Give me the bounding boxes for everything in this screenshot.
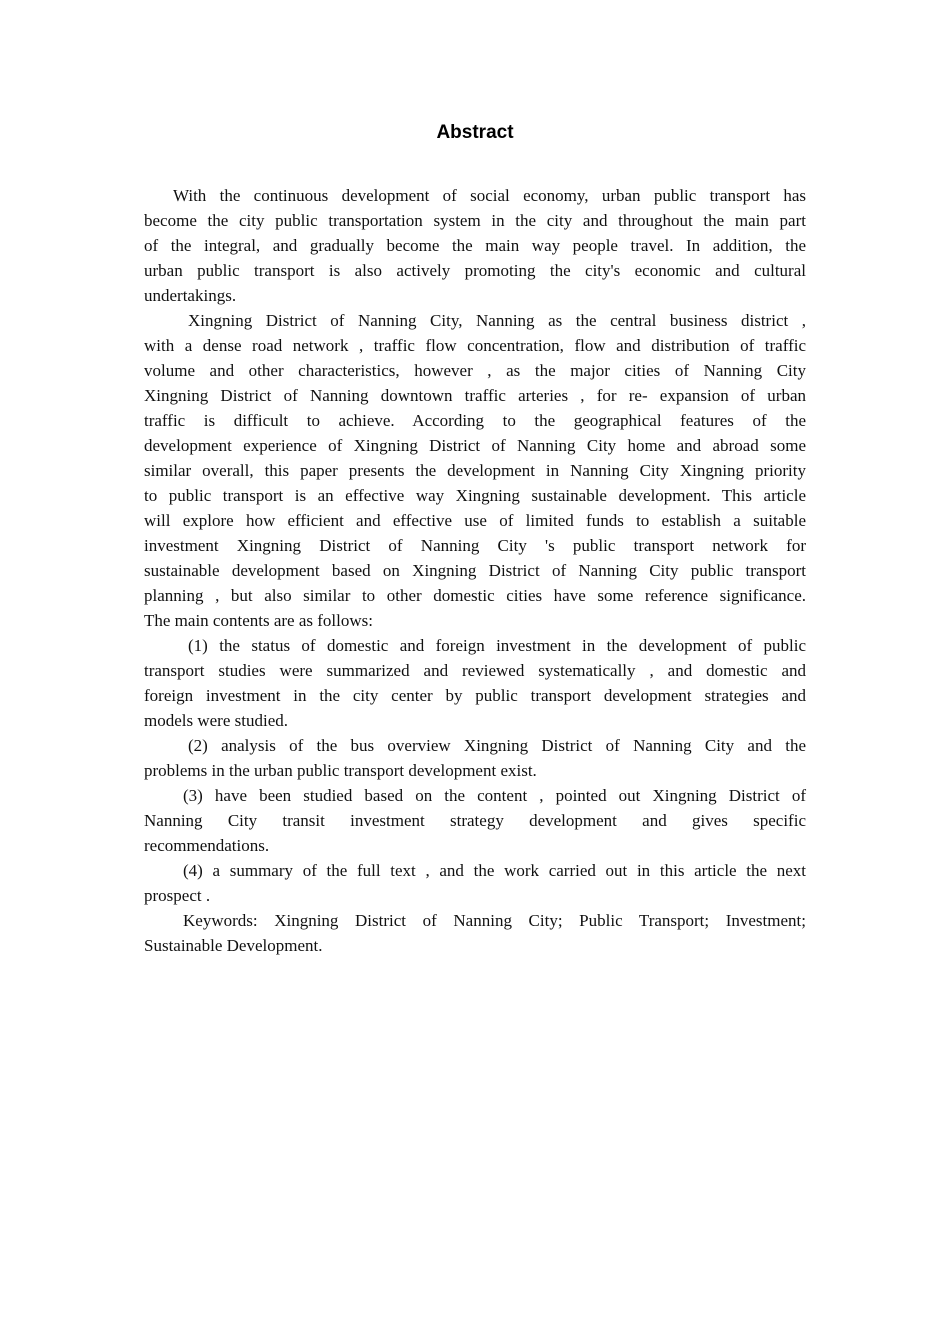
abstract-paragraph <box>144 183 806 308</box>
paragraph-line: investment Xingning District of Nanning City 's public transport network for <box>144 536 806 555</box>
paragraph-line: development experience of Xingning District of Nanning City home and abroad some <box>144 436 806 455</box>
abstract-paragraph <box>144 733 806 783</box>
paragraph-line: Xingning District of Nanning City, Nanning as the central business district , <box>188 311 806 330</box>
abstract-paragraph <box>144 858 806 908</box>
paragraph-line: (1) the status of domestic and foreign investment in the development of public <box>188 636 806 655</box>
paragraph-line: volume and other characteristics, however , as the major cities of Nanning City <box>144 361 806 380</box>
paragraph-line: With the continuous development of social economy, urban public transport has <box>173 186 806 205</box>
abstract-paragraph <box>144 633 806 733</box>
paragraph-line: transport studies were summarized and reviewed systematically , and domestic and <box>144 661 806 680</box>
paragraph-line: with a dense road network , traffic flow concentration, flow and distribution of traffic <box>144 336 806 355</box>
abstract-paragraph <box>144 783 806 858</box>
paragraph-line: of the integral, and gradually become the main way people travel. In addition, the <box>144 236 806 255</box>
paragraph-line: similar overall, this paper presents the development in Nanning City Xingning priority <box>144 461 806 480</box>
abstract-paragraph <box>144 308 806 633</box>
paragraph-line: to public transport is an effective way Xingning sustainable development. This article <box>144 486 806 505</box>
paragraph-line: Sustainable Development. <box>144 936 323 955</box>
abstract-paragraph <box>144 908 806 958</box>
abstract-title: Abstract <box>436 122 514 143</box>
paragraph-line: The main contents are as follows: <box>144 611 373 630</box>
paragraph-line: problems in the urban public transport development exist. <box>144 761 537 780</box>
paragraph-line: Xingning District of Nanning downtown traffic arteries , for re- expansion of urban <box>144 386 806 405</box>
paragraph-line: foreign investment in the city center by public transport development strategies and <box>144 686 806 705</box>
paragraph-line: models were studied. <box>144 711 288 730</box>
paragraph-line: sustainable development based on Xingning District of Nanning City public transport <box>144 561 806 580</box>
paragraph-line: planning , but also similar to other domestic cities have some reference significance. <box>144 586 806 605</box>
paragraph-line: Nanning City transit investment strategy development and gives specific <box>144 811 806 830</box>
paragraph-line: urban public transport is also actively promoting the city's economic and cultural <box>144 261 806 280</box>
paragraph-line: will explore how efficient and effective use of limited funds to establish a suitable <box>144 511 806 530</box>
paragraph-line: (3) have been studied based on the content , pointed out Xingning District of <box>183 786 806 805</box>
paragraph-line: recommendations. <box>144 836 270 855</box>
paragraph-line: prospect . <box>144 886 211 905</box>
abstract-body <box>144 183 806 958</box>
paragraph-line: become the city public transportation system in the city and throughout the main part <box>144 211 806 230</box>
paragraph-line: (2) analysis of the bus overview Xingning District of Nanning City and the <box>188 736 806 755</box>
paragraph-line: undertakings. <box>144 286 237 305</box>
paragraph-line: (4) a summary of the full text , and the work carried out in this article the next <box>183 861 806 880</box>
paragraph-line: traffic is difficult to achieve. According to the geographical features of the <box>144 411 806 430</box>
paragraph-line: Keywords: Xingning District of Nanning City; Public Transport; Investment; <box>183 911 806 930</box>
